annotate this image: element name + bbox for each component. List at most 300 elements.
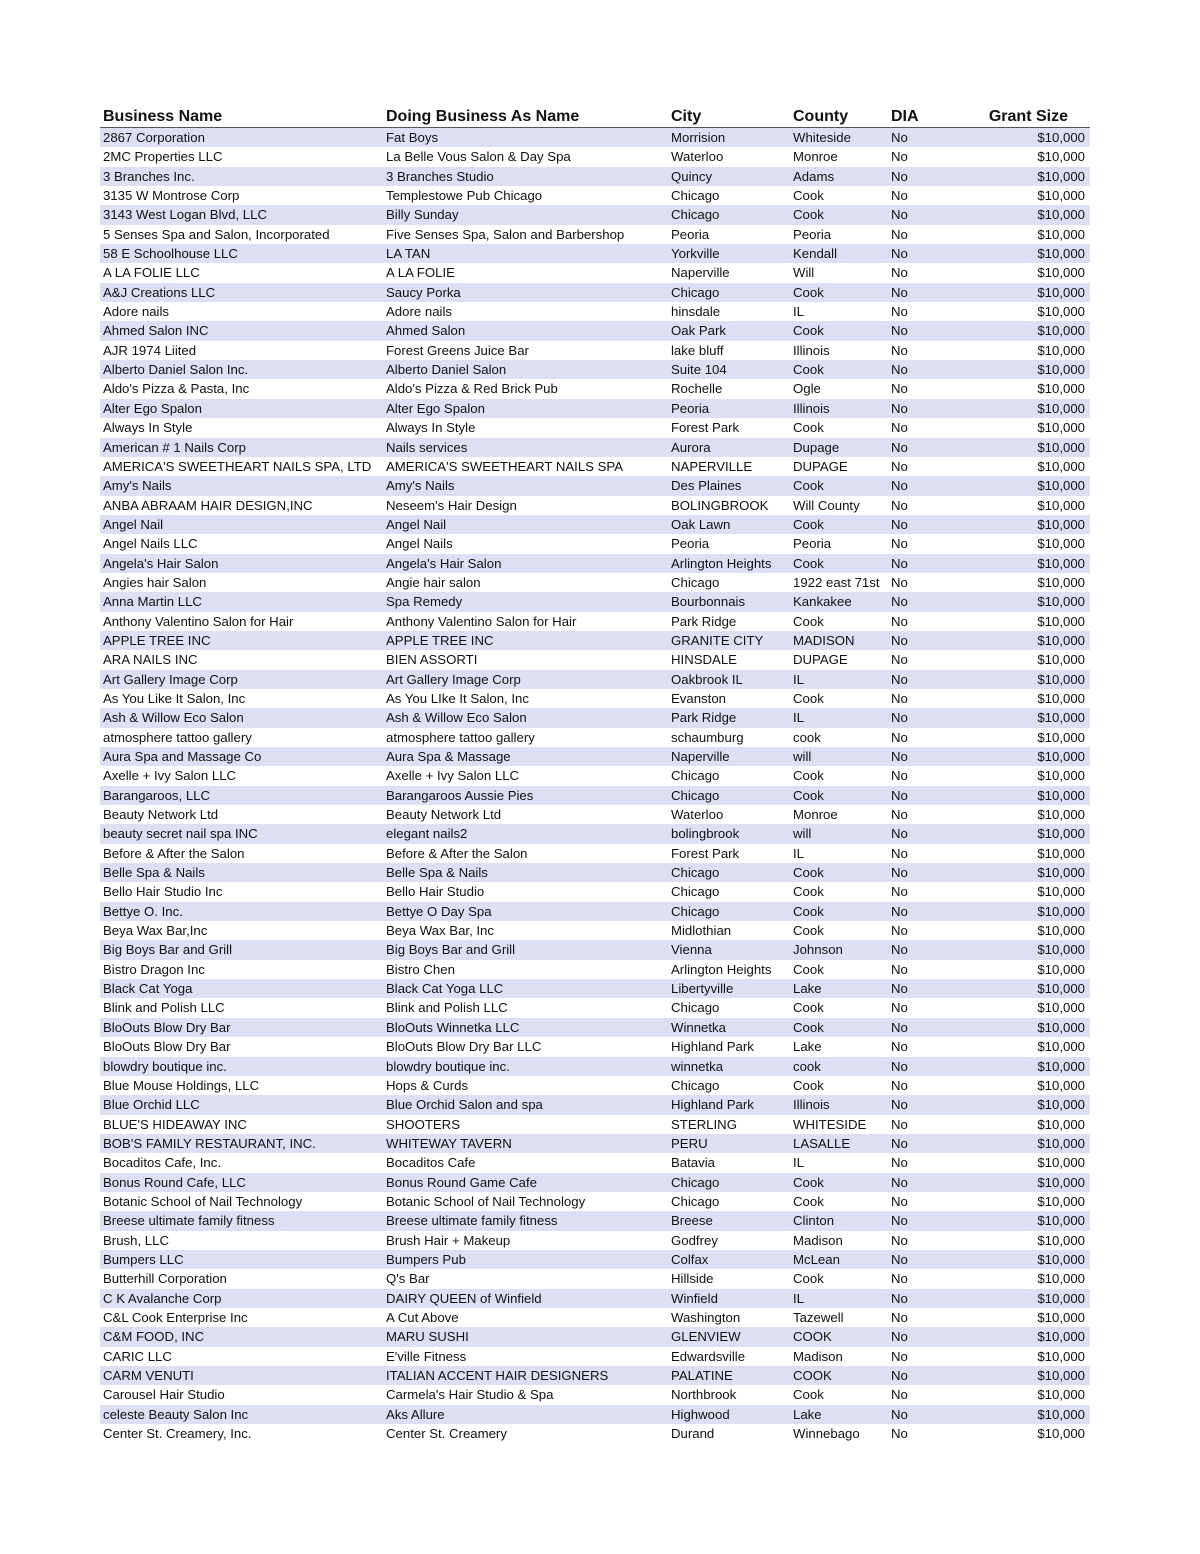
cell-dia: No	[891, 787, 908, 803]
header-grant-size: Grant Size	[988, 108, 1068, 125]
table-row	[100, 1115, 1090, 1134]
cell-city: BOLINGBROOK	[671, 497, 769, 513]
cell-dba-name: Angela's Hair Salon	[386, 555, 502, 571]
cell-grant-size: $10,000	[1037, 1232, 1085, 1248]
cell-dba-name: blowdry boutique inc.	[386, 1058, 510, 1074]
cell-grant-size: $10,000	[1037, 1135, 1085, 1151]
cell-city: Yorkville	[671, 246, 720, 262]
cell-dia: No	[891, 478, 908, 494]
table-body	[100, 128, 1090, 1443]
cell-city: Breese	[671, 1213, 713, 1229]
cell-grant-size: $10,000	[1037, 516, 1085, 532]
header-business-name: Business Name	[103, 108, 223, 125]
table-row	[100, 225, 1090, 244]
cell-city: winnetka	[671, 1058, 724, 1074]
cell-county: MADISON	[793, 632, 855, 648]
cell-county: Adams	[793, 168, 835, 184]
cell-business-name: Before & After the Salon	[103, 845, 245, 861]
cell-dia: No	[891, 188, 908, 204]
cell-dba-name: Ash & Willow Eco Salon	[386, 710, 527, 726]
cell-grant-size: $10,000	[1037, 613, 1085, 629]
cell-dba-name: Fat Boys	[386, 130, 439, 145]
table-row	[100, 1076, 1090, 1095]
cell-dba-name: 3 Branches Studio	[386, 168, 494, 184]
cell-business-name: Center St. Creamery, Inc.	[103, 1426, 252, 1442]
cell-dia: No	[891, 497, 908, 513]
cell-county: IL	[793, 1155, 804, 1171]
cell-dba-name: Belle Spa & Nails	[386, 865, 488, 881]
cell-dia: No	[891, 1174, 908, 1190]
cell-grant-size: $10,000	[1037, 284, 1085, 300]
cell-city: Chicago	[671, 787, 720, 803]
cell-business-name: Belle Spa & Nails	[103, 865, 205, 881]
cell-grant-size: $10,000	[1037, 923, 1085, 939]
cell-city: Durand	[671, 1426, 715, 1442]
table-row	[100, 902, 1090, 921]
cell-dia: No	[891, 536, 908, 552]
cell-dia: No	[891, 981, 908, 997]
cell-dba-name: WHITEWAY TAVERN	[386, 1135, 512, 1151]
cell-dba-name: La Belle Vous Salon & Day Spa	[386, 149, 571, 165]
cell-county: Cook	[793, 1174, 824, 1190]
cell-county: LASALLE	[793, 1135, 851, 1151]
cell-city: Chicago	[671, 1077, 720, 1093]
cell-business-name: AJR 1974 Liited	[103, 342, 197, 358]
cell-dba-name: BloOuts Blow Dry Bar LLC	[386, 1039, 542, 1055]
table-row	[100, 457, 1090, 476]
table-row	[100, 650, 1090, 669]
cell-business-name: ANBA ABRAAM HAIR DESIGN,INC	[103, 497, 313, 513]
cell-grant-size: $10,000	[1037, 555, 1085, 571]
table-row	[100, 438, 1090, 457]
table-row	[100, 321, 1090, 340]
cell-county: Peoria	[793, 536, 832, 552]
cell-dba-name: Beya Wax Bar, Inc	[386, 923, 494, 939]
cell-county: Cook	[793, 1193, 824, 1209]
cell-dia: No	[891, 749, 908, 764]
cell-city: Chicago	[671, 574, 720, 590]
cell-county: Cook	[793, 1077, 824, 1093]
cell-dba-name: BIEN ASSORTI	[386, 652, 478, 668]
cell-grant-size: $10,000	[1037, 652, 1085, 668]
cell-business-name: Botanic School of Nail Technology	[103, 1193, 303, 1209]
cell-dba-name: Aldo's Pizza & Red Brick Pub	[386, 381, 558, 397]
cell-county: IL	[793, 1290, 804, 1306]
cell-dba-name: Adore nails	[386, 304, 452, 320]
table-row	[100, 205, 1090, 224]
cell-county: Cook	[793, 884, 824, 900]
cell-dba-name: Bettye O Day Spa	[386, 903, 492, 919]
cell-dia: No	[891, 149, 908, 165]
cell-grant-size: $10,000	[1037, 1000, 1085, 1016]
cell-city: Chicago	[671, 865, 720, 881]
cell-dia: No	[891, 768, 908, 784]
cell-business-name: Brush, LLC	[103, 1232, 169, 1248]
cell-dba-name: Forest Greens Juice Bar	[386, 342, 529, 358]
grant-table	[100, 106, 1090, 1443]
cell-business-name: beauty secret nail spa INC	[103, 826, 258, 842]
table-row	[100, 960, 1090, 979]
cell-county: Cook	[793, 1000, 824, 1016]
cell-dia: No	[891, 613, 908, 629]
cell-county: cook	[793, 1058, 821, 1074]
cell-county: Lake	[793, 1039, 822, 1055]
table-row	[100, 360, 1090, 379]
cell-city: bolingbrook	[671, 826, 740, 842]
cell-grant-size: $10,000	[1037, 903, 1085, 919]
cell-county: McLean	[793, 1251, 840, 1267]
cell-dba-name: Saucy Porka	[386, 284, 461, 300]
cell-business-name: C&M FOOD, INC	[103, 1329, 205, 1345]
cell-business-name: Bello Hair Studio Inc	[103, 884, 223, 900]
cell-business-name: Blue Mouse Holdings, LLC	[103, 1077, 260, 1093]
cell-grant-size: $10,000	[1037, 1116, 1085, 1132]
cell-business-name: 3 Branches Inc.	[103, 168, 195, 184]
cell-grant-size: $10,000	[1037, 981, 1085, 997]
cell-dba-name: Always In Style	[386, 420, 476, 436]
cell-county: Kankakee	[793, 594, 852, 610]
cell-dba-name: Blink and Polish LLC	[386, 1000, 508, 1016]
cell-business-name: Ahmed Salon INC	[103, 323, 209, 339]
cell-grant-size: $10,000	[1037, 787, 1085, 803]
cell-grant-size: $10,000	[1037, 1271, 1085, 1287]
cell-grant-size: $10,000	[1037, 690, 1085, 706]
table-row	[100, 805, 1090, 824]
cell-business-name: Adore nails	[103, 304, 169, 320]
cell-county: Cook	[793, 362, 824, 378]
cell-county: Illinois	[793, 400, 830, 416]
cell-dba-name: Angel Nails	[386, 536, 453, 552]
cell-dia: No	[891, 942, 908, 958]
cell-city: GRANITE CITY	[671, 632, 764, 648]
table-row	[100, 689, 1090, 708]
cell-dba-name: Bonus Round Game Cafe	[386, 1174, 538, 1190]
cell-dia: No	[891, 1135, 908, 1151]
cell-city: Hillside	[671, 1271, 714, 1287]
cell-county: Winnebago	[793, 1426, 860, 1442]
cell-business-name: 3143 West Logan Blvd, LLC	[103, 207, 267, 223]
cell-city: Peoria	[671, 400, 710, 416]
cell-county: IL	[793, 710, 804, 726]
cell-county: IL	[793, 671, 804, 687]
cell-county: Illinois	[793, 342, 830, 358]
cell-county: DUPAGE	[793, 652, 848, 668]
cell-city: GLENVIEW	[671, 1329, 741, 1345]
cell-grant-size: $10,000	[1037, 884, 1085, 900]
table-row	[100, 921, 1090, 940]
cell-dba-name: Spa Remedy	[386, 594, 463, 610]
cell-grant-size: $10,000	[1037, 342, 1085, 358]
cell-city: Arlington Heights	[671, 555, 772, 571]
cell-grant-size: $10,000	[1037, 536, 1085, 552]
table-row	[100, 1192, 1090, 1211]
cell-grant-size: $10,000	[1037, 1368, 1085, 1383]
table-row	[100, 979, 1090, 998]
cell-grant-size: $10,000	[1037, 710, 1085, 726]
cell-dia: No	[891, 1426, 908, 1442]
table-row	[100, 1211, 1090, 1230]
cell-city: Waterloo	[671, 149, 724, 165]
table-row	[100, 766, 1090, 785]
cell-grant-size: $10,000	[1037, 807, 1085, 823]
cell-grant-size: $10,000	[1037, 1155, 1085, 1171]
cell-grant-size: $10,000	[1037, 265, 1085, 281]
cell-county: Cook	[793, 1271, 824, 1287]
table-row	[100, 1153, 1090, 1172]
cell-dba-name: Bocaditos Cafe	[386, 1155, 476, 1171]
cell-business-name: Aura Spa and Massage Co	[103, 749, 262, 764]
cell-dba-name: Neseem's Hair Design	[386, 497, 517, 513]
cell-dba-name: Amy's Nails	[386, 478, 455, 494]
cell-dia: No	[891, 1309, 908, 1325]
cell-grant-size: $10,000	[1037, 1174, 1085, 1190]
cell-grant-size: $10,000	[1037, 826, 1085, 842]
cell-dba-name: Angie hair salon	[386, 574, 481, 590]
cell-dia: No	[891, 265, 908, 281]
cell-county: Madison	[793, 1348, 843, 1364]
cell-dba-name: BloOuts Winnetka LLC	[386, 1019, 520, 1035]
cell-city: Peoria	[671, 226, 710, 242]
cell-dba-name: Angel Nail	[386, 516, 447, 532]
cell-business-name: Beya Wax Bar,Inc	[103, 923, 208, 939]
table-row	[100, 399, 1090, 418]
cell-grant-size: $10,000	[1037, 497, 1085, 513]
header-city: City	[671, 108, 702, 125]
cell-county: Tazewell	[793, 1309, 844, 1325]
cell-dba-name: Aks Allure	[386, 1406, 445, 1422]
cell-county: Johnson	[793, 942, 843, 958]
cell-city: Chicago	[671, 884, 720, 900]
cell-grant-size: $10,000	[1037, 478, 1085, 494]
cell-business-name: Axelle + Ivy Salon LLC	[103, 768, 237, 784]
cell-dia: No	[891, 1232, 908, 1248]
cell-dia: No	[891, 130, 908, 145]
cell-county: Cook	[793, 961, 824, 977]
cell-county: Ogle	[793, 381, 821, 397]
cell-grant-size: $10,000	[1037, 1251, 1085, 1267]
cell-county: Cook	[793, 478, 824, 494]
cell-county: Cook	[793, 865, 824, 881]
table-row	[100, 534, 1090, 553]
cell-business-name: 2867 Corporation	[103, 130, 205, 145]
cell-dba-name: As You LIke It Salon, Inc	[386, 690, 529, 706]
cell-business-name: Angel Nail	[103, 516, 164, 532]
table-row	[100, 1057, 1090, 1076]
table-row	[100, 824, 1090, 843]
table-row	[100, 863, 1090, 882]
cell-county: Monroe	[793, 807, 838, 823]
cell-grant-size: $10,000	[1037, 246, 1085, 262]
table-row	[100, 844, 1090, 863]
table-row	[100, 998, 1090, 1017]
cell-business-name: BOB'S FAMILY RESTAURANT, INC.	[103, 1135, 316, 1151]
cell-dia: No	[891, 729, 908, 745]
cell-grant-size: $10,000	[1037, 749, 1085, 764]
cell-grant-size: $10,000	[1037, 1329, 1085, 1345]
cell-business-name: atmosphere tattoo gallery	[103, 729, 252, 745]
cell-dba-name: Brush Hair + Makeup	[386, 1232, 511, 1248]
cell-county: Cook	[793, 613, 824, 629]
cell-dia: No	[891, 652, 908, 668]
cell-dba-name: Bumpers Pub	[386, 1251, 466, 1267]
cell-dia: No	[891, 671, 908, 687]
cell-county: Cook	[793, 516, 824, 532]
cell-county: COOK	[793, 1368, 832, 1383]
cell-dba-name: Anthony Valentino Salon for Hair	[386, 613, 577, 629]
cell-dia: No	[891, 362, 908, 378]
cell-dia: No	[891, 1155, 908, 1171]
cell-dia: No	[891, 439, 908, 455]
cell-grant-size: $10,000	[1037, 149, 1085, 165]
cell-dia: No	[891, 246, 908, 262]
table-row	[100, 1250, 1090, 1269]
cell-city: Winfield	[671, 1290, 718, 1306]
table-row	[100, 147, 1090, 166]
cell-grant-size: $10,000	[1037, 226, 1085, 242]
cell-city: Godfrey	[671, 1232, 718, 1248]
cell-city: PERU	[671, 1135, 708, 1151]
cell-city: Waterloo	[671, 807, 724, 823]
cell-dia: No	[891, 381, 908, 397]
table-row	[100, 128, 1090, 147]
cell-county: Will	[793, 265, 815, 281]
cell-grant-size: $10,000	[1037, 961, 1085, 977]
cell-business-name: Always In Style	[103, 420, 193, 436]
cell-county: COOK	[793, 1329, 832, 1345]
cell-grant-size: $10,000	[1037, 1039, 1085, 1055]
cell-dba-name: ITALIAN ACCENT HAIR DESIGNERS	[386, 1368, 609, 1383]
cell-dba-name: A LA FOLIE	[386, 265, 455, 281]
cell-dia: No	[891, 1077, 908, 1093]
cell-dia: No	[891, 1387, 908, 1403]
cell-city: Park Ridge	[671, 710, 737, 726]
cell-business-name: Bonus Round Cafe, LLC	[103, 1174, 246, 1190]
header-dia: DIA	[891, 108, 919, 125]
table-row	[100, 708, 1090, 727]
table-row	[100, 476, 1090, 495]
cell-business-name: 2MC Properties LLC	[103, 149, 223, 165]
cell-dia: No	[891, 420, 908, 436]
cell-business-name: Amy's Nails	[103, 478, 172, 494]
cell-grant-size: $10,000	[1037, 1426, 1085, 1442]
cell-dia: No	[891, 304, 908, 320]
cell-grant-size: $10,000	[1037, 323, 1085, 339]
table-row	[100, 167, 1090, 186]
cell-dia: No	[891, 807, 908, 823]
cell-city: Forest Park	[671, 420, 740, 436]
table-row	[100, 1308, 1090, 1327]
cell-dia: No	[891, 884, 908, 900]
cell-grant-size: $10,000	[1037, 400, 1085, 416]
cell-business-name: Blue Orchid LLC	[103, 1097, 200, 1113]
cell-dia: No	[891, 226, 908, 242]
cell-business-name: Big Boys Bar and Grill	[103, 942, 232, 958]
cell-business-name: BloOuts Blow Dry Bar	[103, 1039, 231, 1055]
table-row	[100, 1289, 1090, 1308]
cell-business-name: Beauty Network Ltd	[103, 807, 219, 823]
cell-city: Chicago	[671, 1193, 720, 1209]
cell-dba-name: Bello Hair Studio	[386, 884, 485, 900]
table-row	[100, 631, 1090, 650]
cell-dia: No	[891, 923, 908, 939]
cell-city: Arlington Heights	[671, 961, 772, 977]
cell-city: Washington	[671, 1309, 741, 1325]
cell-city: hinsdale	[671, 304, 721, 320]
cell-grant-size: $10,000	[1037, 1077, 1085, 1093]
cell-city: Quincy	[671, 168, 713, 184]
cell-grant-size: $10,000	[1037, 845, 1085, 861]
table-row	[100, 592, 1090, 611]
table-row	[100, 786, 1090, 805]
cell-dba-name: Big Boys Bar and Grill	[386, 942, 515, 958]
cell-county: Lake	[793, 981, 822, 997]
cell-county: Cook	[793, 768, 824, 784]
cell-dia: No	[891, 1000, 908, 1016]
cell-dia: No	[891, 1271, 908, 1287]
cell-dba-name: Botanic School of Nail Technology	[386, 1193, 586, 1209]
cell-dba-name: Nails services	[386, 439, 468, 455]
cell-dba-name: Before & After the Salon	[386, 845, 528, 861]
cell-business-name: BLUE'S HIDEAWAY INC	[103, 1116, 247, 1132]
cell-county: Cook	[793, 188, 824, 204]
cell-dba-name: Art Gallery Image Corp	[386, 671, 521, 687]
cell-business-name: C&L Cook Enterprise Inc	[103, 1309, 248, 1325]
cell-grant-size: $10,000	[1037, 729, 1085, 745]
cell-dba-name: Five Senses Spa, Salon and Barbershop	[386, 226, 625, 242]
cell-grant-size: $10,000	[1037, 304, 1085, 320]
cell-dba-name: atmosphere tattoo gallery	[386, 729, 535, 745]
table-row	[100, 1173, 1090, 1192]
cell-business-name: Bistro Dragon Inc	[103, 961, 205, 977]
cell-business-name: CARIC LLC	[103, 1348, 172, 1364]
cell-city: Morrision	[671, 130, 726, 145]
cell-city: Chicago	[671, 768, 720, 784]
cell-dia: No	[891, 1116, 908, 1132]
cell-business-name: C K Avalanche Corp	[103, 1290, 222, 1306]
table-row	[100, 244, 1090, 263]
cell-county: Cook	[793, 323, 824, 339]
table-row	[100, 1269, 1090, 1288]
cell-business-name: A LA FOLIE LLC	[103, 265, 200, 281]
cell-dia: No	[891, 1251, 908, 1267]
cell-city: Batavia	[671, 1155, 715, 1171]
cell-county: WHITESIDE	[793, 1116, 867, 1132]
cell-business-name: Breese ultimate family fitness	[103, 1213, 275, 1229]
cell-business-name: APPLE TREE INC	[103, 632, 211, 648]
cell-business-name: Blink and Polish LLC	[103, 1000, 225, 1016]
cell-dia: No	[891, 903, 908, 919]
cell-dba-name: Bistro Chen	[386, 961, 455, 977]
cell-city: Chicago	[671, 284, 720, 300]
cell-grant-size: $10,000	[1037, 362, 1085, 378]
cell-city: Park Ridge	[671, 613, 737, 629]
cell-dia: No	[891, 458, 908, 474]
cell-dba-name: Center St. Creamery	[386, 1426, 507, 1442]
cell-business-name: Aldo's Pizza & Pasta, Inc	[103, 381, 250, 397]
table-row	[100, 1231, 1090, 1250]
cell-dba-name: Alberto Daniel Salon	[386, 362, 507, 378]
cell-city: Forest Park	[671, 845, 740, 861]
cell-dba-name: Q's Bar	[386, 1271, 430, 1287]
cell-dia: No	[891, 1406, 908, 1422]
cell-city: NAPERVILLE	[671, 458, 753, 474]
cell-city: Rochelle	[671, 381, 723, 397]
table-row	[100, 882, 1090, 901]
cell-business-name: Anthony Valentino Salon for Hair	[103, 613, 294, 629]
cell-county: cook	[793, 729, 821, 745]
cell-dba-name: Beauty Network Ltd	[386, 807, 502, 823]
cell-city: STERLING	[671, 1116, 737, 1132]
